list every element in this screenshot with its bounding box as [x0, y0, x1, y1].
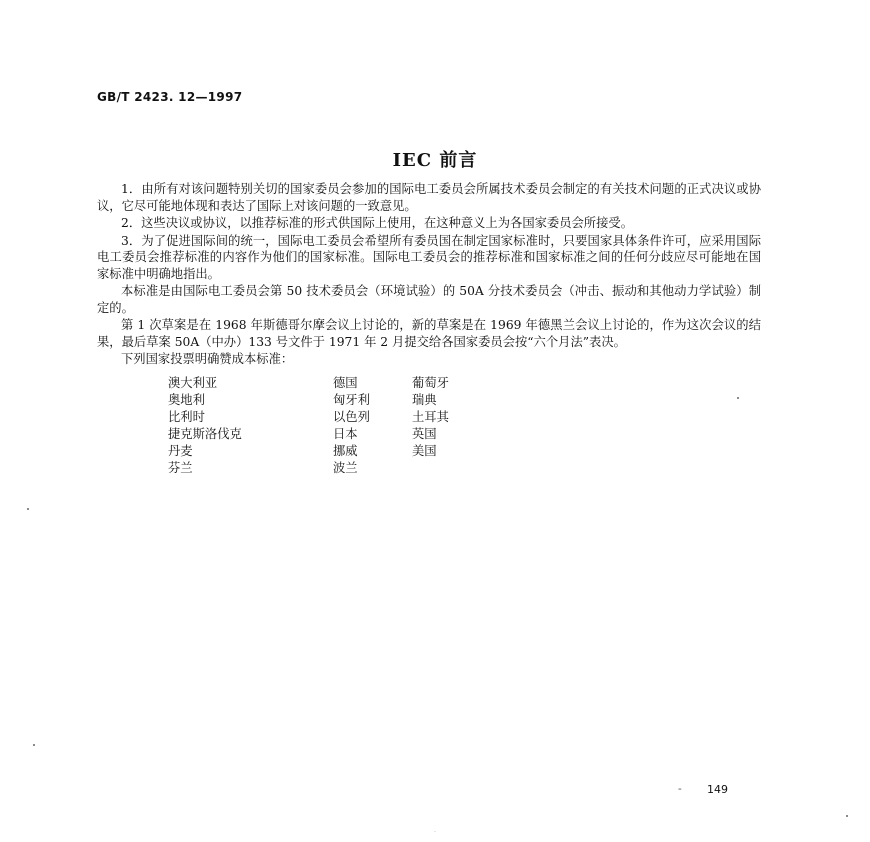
- scan-speck: [846, 815, 848, 817]
- country-item: 比利时: [168, 410, 205, 424]
- paragraph-5: 第 1 次草案是在 1968 年斯德哥尔摩会议上讨论的，新的草案是在 1969 年德黑兰会议上讨论的，作为这次会议的结果，最后草案 50A（中办）133 号文件于 1971 年 2 月提交给各国家委员会按“六个月法”表决。: [97, 318, 761, 349]
- paragraph-4: 本标准是由国际电工委员会第 50 技术委员会（环境试验）的 50A 分技术委员会（冲击、振动和其他动力学试验）制定的。: [97, 284, 761, 315]
- country-item: 芬兰: [168, 461, 193, 475]
- country-item: 土耳其: [412, 410, 449, 424]
- paragraph-6: 下列国家投票明确赞成本标准：: [121, 352, 294, 366]
- country-item: 捷克斯洛伐克: [168, 427, 242, 441]
- scan-speck: [27, 508, 29, 510]
- country-item: 澳大利亚: [168, 376, 218, 390]
- country-item: 日本: [333, 427, 358, 441]
- country-item: 丹麦: [168, 444, 193, 458]
- country-item: 以色列: [333, 410, 370, 424]
- document-title: IEC 前言: [392, 150, 478, 171]
- page-dash: -: [678, 782, 682, 795]
- scan-speck: [33, 744, 35, 746]
- body-text: [97, 181, 761, 368]
- country-list: [168, 373, 502, 475]
- country-item: 美国: [412, 444, 437, 458]
- paragraph-1: 1．由所有对该问题特别关切的国家委员会参加的国际电工委员会所属技术委员会制定的有关技术问题的正式决议或协议，它尽可能地体现和表达了国际上对该问题的一致意见。: [97, 182, 761, 213]
- country-item: 奥地利: [168, 393, 205, 407]
- watermark: ·: [434, 829, 436, 836]
- scan-speck: [737, 397, 739, 399]
- country-item: 挪威: [333, 444, 358, 458]
- country-item: 波兰: [333, 461, 358, 475]
- country-item: 匈牙利: [333, 393, 370, 407]
- standard-code: GB/T 2423. 12—1997: [97, 90, 243, 104]
- country-item: 英国: [412, 427, 437, 441]
- country-item: 德国: [333, 376, 358, 390]
- country-item: 葡萄牙: [412, 376, 449, 390]
- country-item: [412, 458, 502, 475]
- page-number: 149: [707, 783, 728, 796]
- country-item: 瑞典: [412, 393, 437, 407]
- paragraph-3: 3．为了促进国际间的统一，国际电工委员会希望所有委员国在制定国家标准时，只要国家具体条件许可，应采用国际电工委员会推荐标准的内容作为他们的国家标准。国际电工委员会的推荐标准和国家标准之间的任何分歧应尽可能地在国家标准中明确地指出。: [97, 233, 761, 281]
- paragraph-2: 2．这些决议或协议，以推荐标准的形式供国际上使用，在这种意义上为各国家委员会所接受。: [121, 216, 633, 230]
